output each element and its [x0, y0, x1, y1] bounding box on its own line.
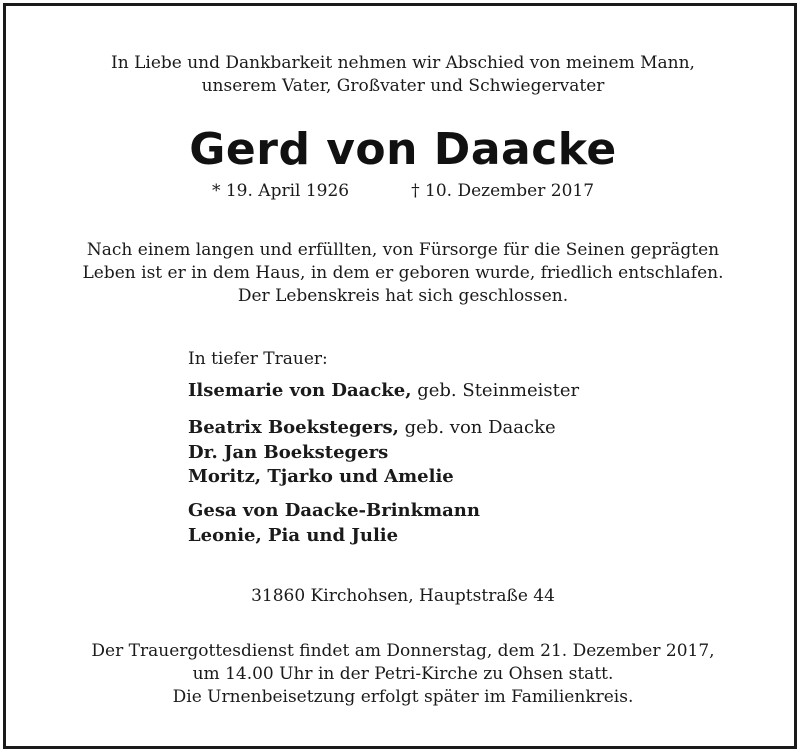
life-dates	[6, 180, 800, 203]
mourner-group-2	[188, 416, 556, 490]
deceased-name: Gerd von Daacke	[189, 124, 617, 175]
message-line-2: Leben ist er in dem Haus, in dem er geboren wurde, friedlich entschlafen.	[82, 263, 724, 283]
intro-text	[6, 52, 800, 98]
service-line-1: Der Trauergottesdienst findet am Donnerstag, dem 21. Dezember 2017,	[91, 641, 715, 661]
mourner-line	[188, 379, 579, 403]
mourner-name: Leonie, Pia und Julie	[188, 524, 399, 546]
mourner-name: Ilsemarie von Daacke,	[188, 380, 412, 401]
service-info	[6, 640, 800, 709]
mourner-name: Gesa von Daacke-Brinkmann	[188, 500, 480, 521]
mourner-birth-name: geb. Steinmeister	[411, 380, 580, 401]
message-line-1: Nach einem langen und erfüllten, von Fürsorge für die Seinen geprägten	[86, 240, 720, 260]
service-line-3: Die Urnenbeisetzung erfolgt später im Familienkreis.	[172, 687, 634, 707]
farewell-message	[6, 239, 800, 308]
death-date: † 10. Dezember 2017	[411, 181, 595, 201]
mourner-name: Beatrix Boekstegers,	[188, 417, 399, 438]
message-line-3: Der Lebenskreis hat sich geschlossen.	[237, 286, 569, 306]
address: 31860 Kirchohsen, Hauptstraße 44	[251, 586, 555, 606]
mourner-line	[188, 416, 556, 441]
mourner-name: Dr. Jan Boekstegers	[188, 441, 389, 463]
intro-line-1: In Liebe und Dankbarkeit nehmen wir Abschied von meinem Mann,	[111, 53, 695, 73]
service-line-2: um 14.00 Uhr in der Petri-Kirche zu Ohsen statt.	[192, 664, 614, 684]
mourner-group-3	[188, 499, 480, 548]
mourner-name: Moritz, Tjarko und Amelie	[188, 466, 454, 487]
obituary-frame	[3, 3, 797, 749]
mourner-birth-name: geb. von Daacke	[398, 417, 556, 438]
mourning-label: In tiefer Trauer:	[188, 349, 328, 369]
birth-date: * 19. April 1926	[211, 181, 350, 201]
mourner-group-1	[188, 379, 579, 403]
intro-line-2: unserem Vater, Großvater und Schwiegervater	[201, 76, 605, 96]
